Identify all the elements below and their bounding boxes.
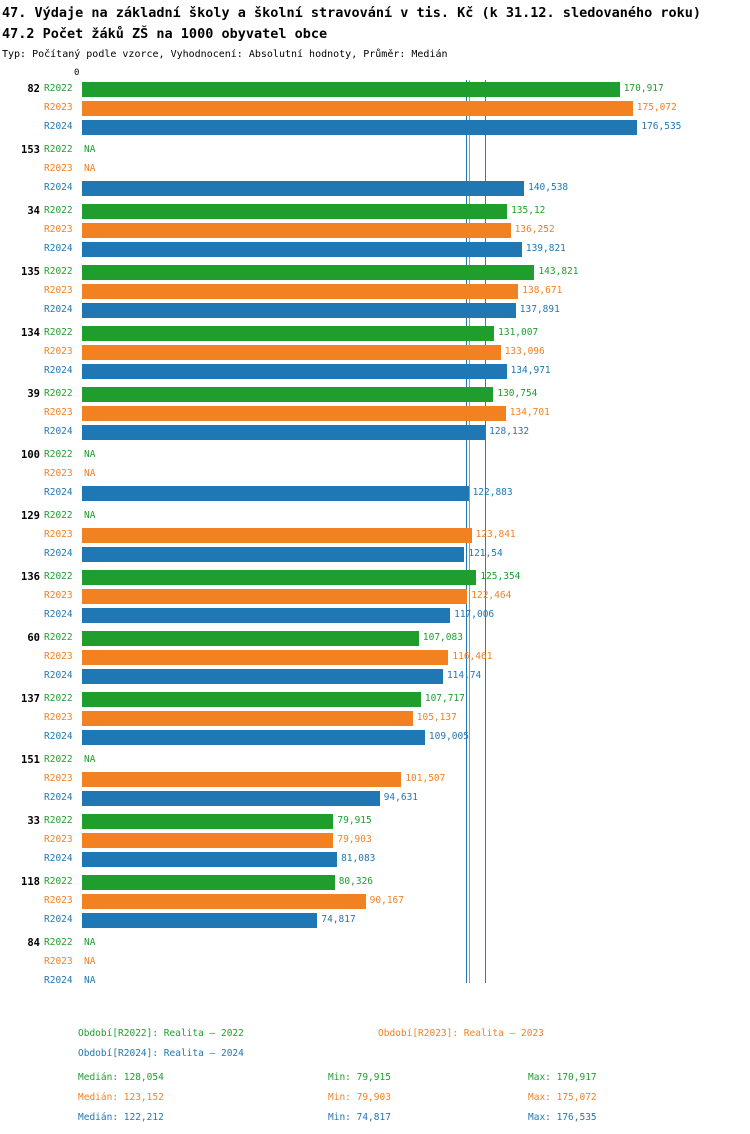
bar-value-label: 79,903	[337, 834, 372, 845]
bar-row	[44, 404, 746, 423]
series-label-r2023: R2023	[44, 102, 73, 113]
bar-group	[27, 80, 746, 141]
bar[interactable]	[82, 772, 401, 787]
series-label-r2024: R2024	[44, 853, 73, 864]
bar-na-label: NA	[84, 975, 96, 986]
bar[interactable]	[82, 242, 522, 257]
series-label-r2022: R2022	[44, 876, 73, 887]
bar-row	[44, 240, 746, 259]
bar-row	[44, 545, 746, 564]
bar-value-label: 117,006	[454, 609, 495, 620]
bar[interactable]	[82, 204, 507, 219]
stat-median-2: Medián: 122,212	[78, 1112, 164, 1123]
bar-value-label: 116,461	[452, 651, 493, 662]
bar-value-label: 125,354	[480, 571, 521, 582]
legend-stats-row	[0, 1092, 750, 1112]
bar-value-label: 133,096	[504, 346, 545, 357]
bar[interactable]	[82, 589, 467, 604]
bar-value-label: 121,54	[468, 548, 503, 559]
series-label-r2024: R2024	[44, 365, 73, 376]
bar-value-label: 107,083	[422, 632, 463, 643]
category-label: 82	[27, 83, 40, 95]
bar-row	[44, 423, 746, 442]
category-label: 137	[21, 693, 40, 705]
series-label-r2024: R2024	[44, 548, 73, 559]
bar-value-label: 143,821	[538, 266, 579, 277]
series-label-r2023: R2023	[44, 651, 73, 662]
bar[interactable]	[82, 631, 419, 646]
series-label-r2022: R2022	[44, 388, 73, 399]
series-label-r2023: R2023	[44, 285, 73, 296]
bar-value-label: 122,883	[472, 487, 513, 498]
bar[interactable]	[82, 814, 333, 829]
bar-value-label: 109,005	[428, 731, 469, 742]
bar-group	[21, 507, 746, 568]
series-label-r2022: R2022	[44, 510, 73, 521]
bar-row	[27, 80, 746, 99]
series-label-r2023: R2023	[44, 224, 73, 235]
bar-row	[21, 141, 746, 160]
bar-row	[44, 484, 746, 503]
bar-value-label: 74,817	[321, 914, 356, 925]
series-label-r2023: R2023	[44, 163, 73, 174]
category-label: 153	[21, 144, 40, 156]
category-label: 84	[27, 937, 40, 949]
series-label-r2022: R2022	[44, 144, 73, 155]
series-label-r2023: R2023	[44, 834, 73, 845]
bar-value-label: 80,326	[338, 876, 374, 887]
stat-median-1: Medián: 123,152	[78, 1092, 164, 1103]
bar-row	[27, 202, 746, 221]
bar-value-label: 176,535	[641, 121, 682, 132]
bar-value-label: 94,631	[383, 792, 419, 803]
page-title: 47. Výdaje na základní školy a školní stravování v tis. Kč (k 31.12. sledovaného roku)	[2, 5, 701, 21]
legend-entry-r2023: Období[R2023]: Realita – 2023	[378, 1028, 544, 1039]
bar[interactable]	[82, 101, 633, 116]
chart-area	[0, 68, 750, 986]
stat-max-2: Max: 176,535	[528, 1112, 597, 1123]
stat-min-1: Min: 79,903	[328, 1092, 391, 1103]
bar-row	[44, 587, 746, 606]
bar[interactable]	[82, 326, 494, 341]
bar-row	[44, 160, 746, 179]
stat-median-0: Medián: 128,054	[78, 1072, 164, 1083]
bar[interactable]	[82, 894, 366, 909]
bar-na-label: NA	[84, 163, 96, 174]
bar-row	[44, 301, 746, 320]
bar-value-label: 90,167	[369, 895, 404, 906]
category-label: 151	[21, 754, 40, 766]
bar-value-label: 137,891	[519, 304, 560, 315]
bar-value-label: 134,971	[510, 365, 551, 376]
bar-group	[27, 202, 746, 263]
bar-group	[21, 263, 746, 324]
series-label-r2024: R2024	[44, 182, 73, 193]
bar-group	[27, 812, 746, 873]
bar-row	[21, 751, 746, 770]
series-label-r2023: R2023	[44, 590, 73, 601]
bar-row	[44, 118, 746, 137]
bar[interactable]	[82, 791, 380, 806]
bar[interactable]	[82, 425, 485, 440]
bar-row	[44, 892, 746, 911]
legend-stats-row	[0, 1072, 750, 1092]
bar-row	[44, 465, 746, 484]
bar[interactable]	[82, 528, 472, 543]
series-label-r2022: R2022	[44, 754, 73, 765]
series-label-r2024: R2024	[44, 670, 73, 681]
bar-value-label: 175,072	[636, 102, 677, 113]
bar[interactable]	[82, 345, 501, 360]
bar-row	[27, 385, 746, 404]
bar[interactable]	[82, 711, 413, 726]
category-label: 136	[21, 571, 40, 583]
series-label-r2022: R2022	[44, 83, 73, 94]
bar-group	[21, 141, 746, 202]
bar-value-label: 134,701	[509, 407, 550, 418]
bar-row	[27, 812, 746, 831]
bar-row	[44, 789, 746, 808]
series-label-r2024: R2024	[44, 243, 73, 254]
category-label: 129	[21, 510, 40, 522]
series-label-r2024: R2024	[44, 121, 73, 132]
bar[interactable]	[82, 265, 534, 280]
bar-row	[21, 263, 746, 282]
bar-value-label: 128,132	[489, 426, 530, 437]
bar-na-label: NA	[84, 956, 96, 967]
series-label-r2024: R2024	[44, 426, 73, 437]
bar-group	[21, 446, 746, 507]
bar[interactable]	[82, 833, 333, 848]
bar-value-label: 138,671	[522, 285, 563, 296]
bar-value-label: 123,841	[475, 529, 516, 540]
category-label: 33	[27, 815, 40, 827]
bar[interactable]	[82, 669, 443, 684]
bar-row	[21, 690, 746, 709]
group-spacer	[78, 991, 746, 995]
bar[interactable]	[82, 303, 516, 318]
bar-value-label: 135,12	[511, 205, 546, 216]
bar-plot	[21, 80, 746, 986]
bar[interactable]	[82, 570, 476, 585]
bar-row	[21, 446, 746, 465]
bar-na-label: NA	[84, 144, 96, 155]
bar[interactable]	[82, 120, 637, 135]
bar[interactable]	[82, 875, 335, 890]
series-label-r2022: R2022	[44, 449, 73, 460]
chart-meta: Typ: Počítaný podle vzorce, Vyhodnocení: Absolutní hodnoty, Průměr: Medián	[2, 49, 448, 60]
bar-value-label: 105,137	[416, 712, 457, 723]
series-label-r2022: R2022	[44, 266, 73, 277]
chart-legend	[0, 1028, 750, 1132]
bar-row	[44, 728, 746, 747]
bar-row	[44, 911, 746, 930]
bar-value-label: 107,717	[424, 693, 465, 704]
bar-row	[44, 606, 746, 625]
category-label: 118	[21, 876, 40, 888]
bar-value-label: 81,083	[341, 853, 376, 864]
series-label-r2022: R2022	[44, 937, 73, 948]
bar-value-label: 122,464	[471, 590, 512, 601]
bar-row	[21, 873, 746, 892]
series-label-r2024: R2024	[44, 609, 73, 620]
bar-row	[44, 526, 746, 545]
legend-stats-row	[0, 1112, 750, 1132]
bar-na-label: NA	[84, 754, 96, 765]
bar[interactable]	[82, 486, 469, 501]
series-label-r2022: R2022	[44, 327, 73, 338]
stat-max-0: Max: 170,917	[528, 1072, 597, 1083]
stat-min-0: Min: 79,915	[328, 1072, 391, 1083]
bar-row	[44, 831, 746, 850]
bar[interactable]	[82, 692, 421, 707]
bar[interactable]	[82, 364, 507, 379]
series-label-r2024: R2024	[44, 975, 73, 986]
bar-na-label: NA	[84, 449, 96, 460]
category-label: 100	[21, 449, 40, 461]
bar-group	[21, 324, 746, 385]
bar-group	[21, 873, 746, 934]
bar-row	[44, 179, 746, 198]
series-label-r2022: R2022	[44, 815, 73, 826]
bar-row	[44, 343, 746, 362]
legend-row	[0, 1028, 750, 1048]
bar-group	[21, 690, 746, 751]
bar-row	[44, 282, 746, 301]
bar-group	[27, 385, 746, 446]
bar[interactable]	[82, 406, 506, 421]
bar[interactable]	[82, 730, 425, 745]
bar[interactable]	[82, 284, 518, 299]
bar-value-label: 139,821	[525, 243, 566, 254]
bar-row	[44, 972, 746, 991]
bar[interactable]	[82, 82, 620, 97]
bar[interactable]	[82, 650, 448, 665]
legend-entry-r2022: Období[R2022]: Realita – 2022	[78, 1028, 244, 1039]
bar-value-label: 130,754	[497, 388, 538, 399]
series-label-r2022: R2022	[44, 571, 73, 582]
bar-row	[44, 709, 746, 728]
bar[interactable]	[82, 181, 524, 196]
category-label: 135	[21, 266, 40, 278]
series-label-r2023: R2023	[44, 468, 73, 479]
bar[interactable]	[82, 223, 511, 238]
bar[interactable]	[82, 547, 464, 562]
category-label: 34	[27, 205, 40, 217]
bar-value-label: 79,915	[337, 815, 372, 826]
bar-group	[27, 629, 746, 690]
series-label-r2023: R2023	[44, 895, 73, 906]
series-label-r2023: R2023	[44, 773, 73, 784]
bar-value-label: 101,507	[405, 773, 446, 784]
legend-entry-r2024: Období[R2024]: Realita – 2024	[78, 1048, 244, 1059]
series-label-r2023: R2023	[44, 407, 73, 418]
bar-group	[27, 934, 746, 995]
bar-row	[21, 568, 746, 587]
bar-row	[44, 667, 746, 686]
bar-na-label: NA	[84, 510, 96, 521]
bar-value-label: 114,74	[446, 670, 482, 681]
bar-row	[44, 648, 746, 667]
series-label-r2022: R2022	[44, 205, 73, 216]
series-label-r2024: R2024	[44, 731, 73, 742]
series-label-r2022: R2022	[44, 632, 73, 643]
category-label: 134	[21, 327, 40, 339]
series-label-r2023: R2023	[44, 712, 73, 723]
bar[interactable]	[82, 913, 317, 928]
series-label-r2022: R2022	[44, 693, 73, 704]
series-label-r2024: R2024	[44, 914, 73, 925]
bar[interactable]	[82, 852, 337, 867]
series-label-r2023: R2023	[44, 529, 73, 540]
bar-row	[44, 221, 746, 240]
bar-na-label: NA	[84, 468, 96, 479]
bar-value-label: 140,538	[528, 182, 569, 193]
bar-value-label: 170,917	[623, 83, 664, 94]
series-label-r2024: R2024	[44, 487, 73, 498]
legend-row	[0, 1048, 750, 1068]
bar[interactable]	[82, 608, 450, 623]
bar-na-label: NA	[84, 937, 96, 948]
bar-row	[44, 362, 746, 381]
bar[interactable]	[82, 387, 493, 402]
category-label: 60	[27, 632, 40, 644]
bar-group	[21, 751, 746, 812]
bar-row	[21, 507, 746, 526]
series-label-r2024: R2024	[44, 792, 73, 803]
bar-row	[27, 629, 746, 648]
bar-row	[44, 850, 746, 869]
series-label-r2023: R2023	[44, 956, 73, 967]
bar-row	[44, 953, 746, 972]
bar-row	[44, 770, 746, 789]
bar-row	[44, 99, 746, 118]
stat-max-1: Max: 175,072	[528, 1092, 597, 1103]
bar-value-label: 136,252	[514, 224, 555, 235]
stat-min-2: Min: 74,817	[328, 1112, 391, 1123]
bar-row	[27, 934, 746, 953]
series-label-r2023: R2023	[44, 346, 73, 357]
x-axis-zero-label: 0	[74, 68, 80, 78]
bar-group	[21, 568, 746, 629]
bar-row	[21, 324, 746, 343]
chart-subtitle: 47.2 Počet žáků ZŠ na 1000 obyvatel obce	[2, 26, 328, 42]
bar-value-label: 131,007	[498, 327, 539, 338]
category-label: 39	[27, 388, 40, 400]
series-label-r2024: R2024	[44, 304, 73, 315]
